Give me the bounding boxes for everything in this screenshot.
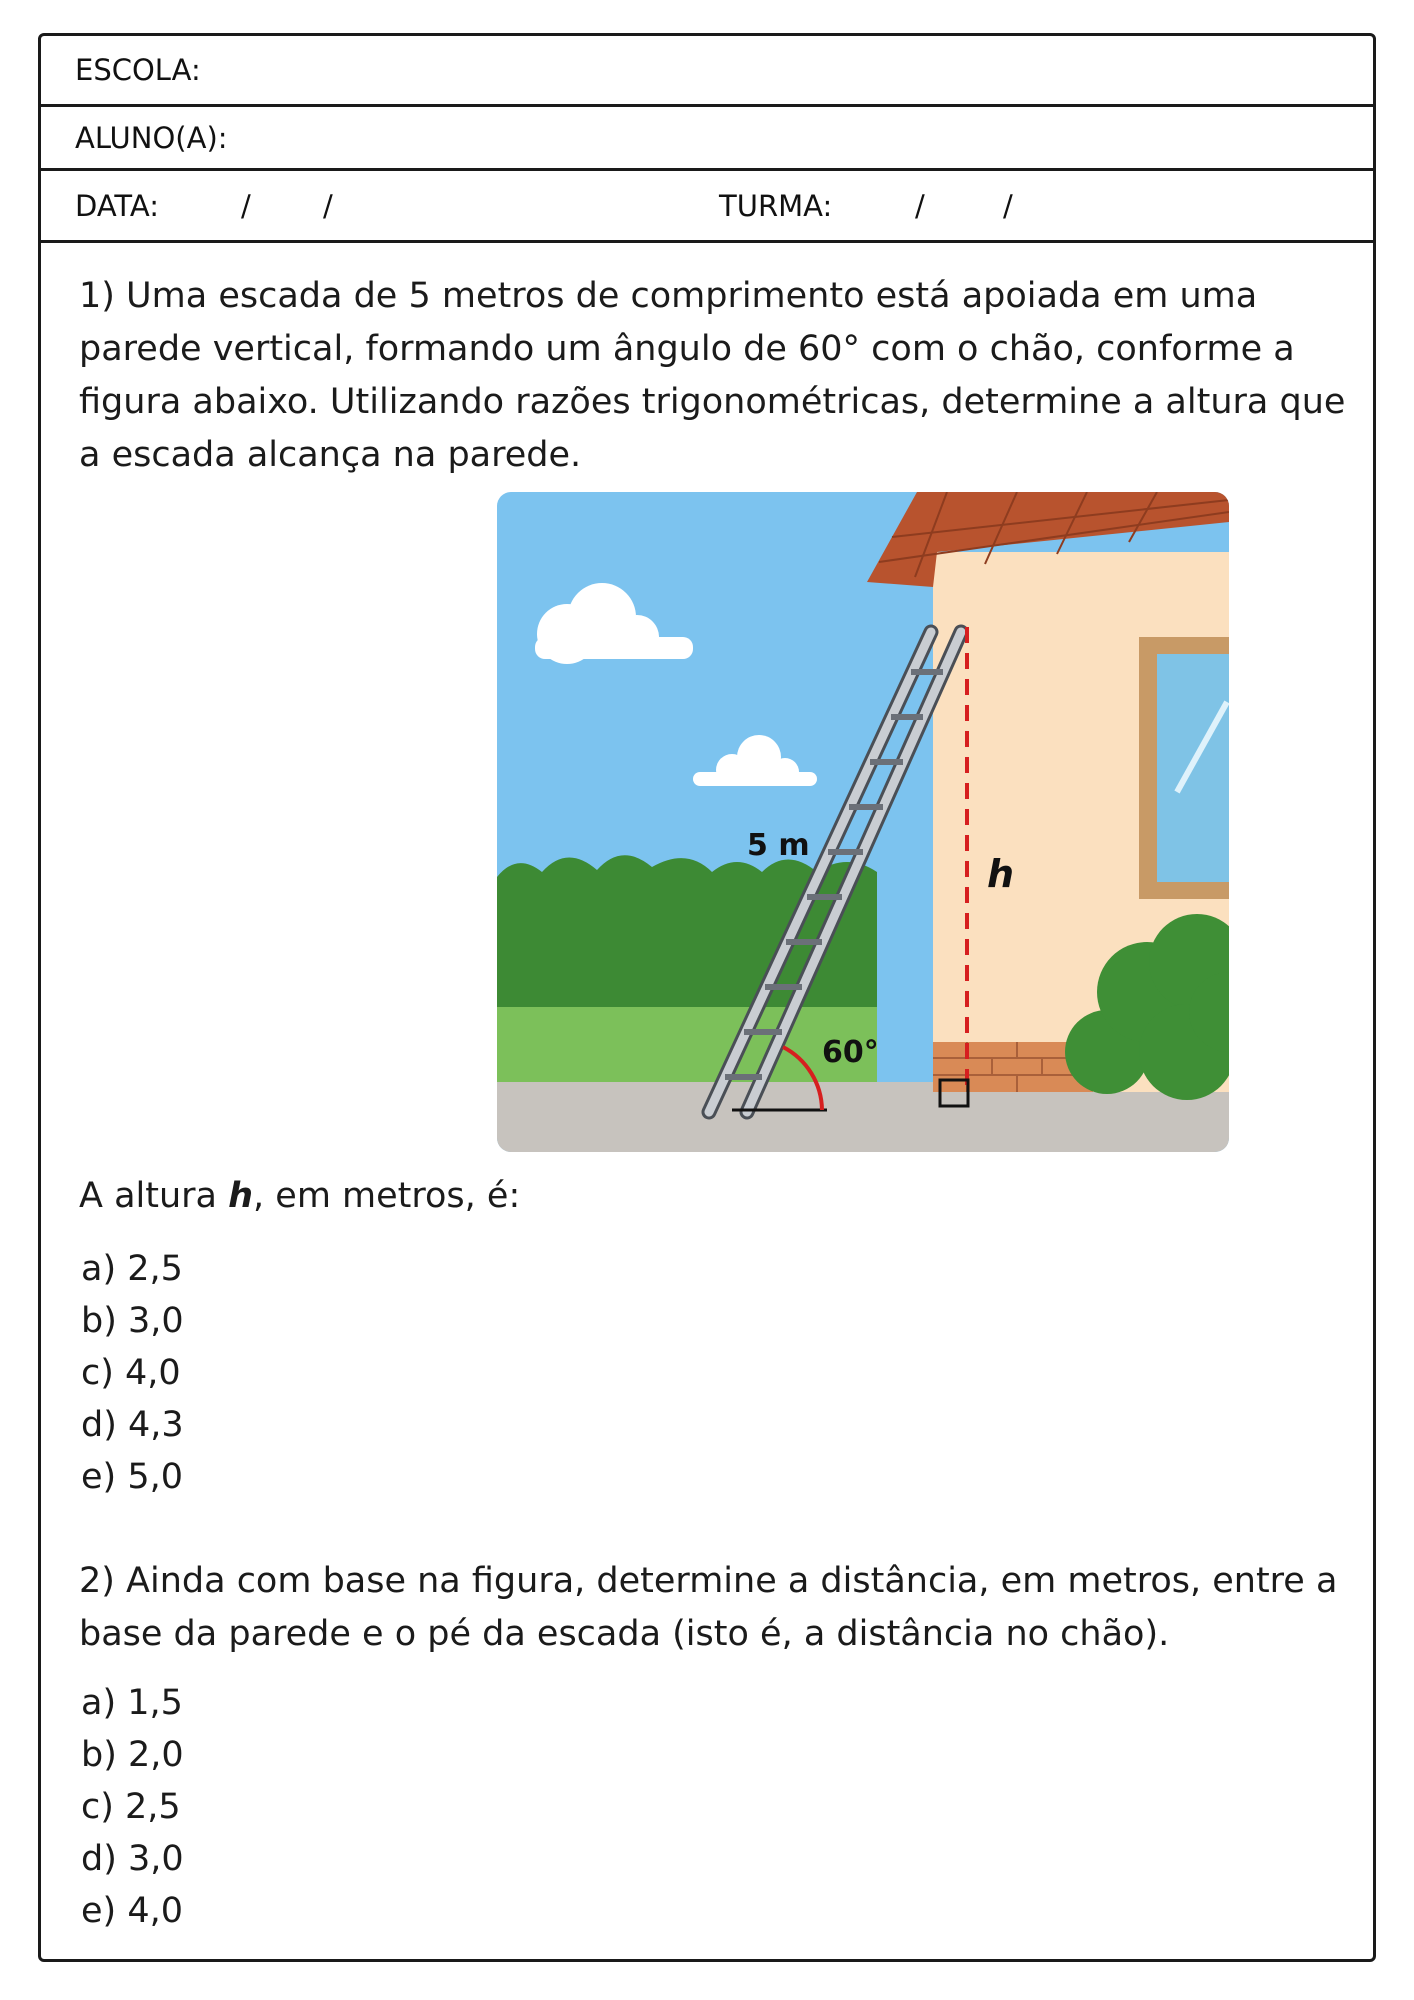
student-label: ALUNO(A):	[75, 120, 228, 155]
school-label: ESCOLA:	[75, 53, 201, 87]
q2-option-a[interactable]: a) 1,5	[81, 1683, 183, 1723]
grass	[497, 1007, 877, 1092]
q1-option-a[interactable]: a) 2,5	[81, 1249, 183, 1289]
question-2-text: 2) Ainda com base na figura, determine a distância, em metros, entre a base da parede e o pé da escada (isto é, a distância no chão).	[79, 1561, 1338, 1654]
date-label: DATA:	[75, 188, 159, 223]
prompt-pre: A altura	[79, 1176, 229, 1216]
worksheet	[38, 33, 1376, 1962]
q2-option-e[interactable]: e) 4,0	[81, 1891, 183, 1931]
ladder-illustration	[497, 492, 1229, 1152]
q2-option-b[interactable]: b) 2,0	[81, 1735, 184, 1775]
q2-option-c[interactable]: c) 2,5	[81, 1787, 181, 1827]
prompt-var: h	[228, 1176, 254, 1216]
q2-option-d[interactable]: d) 3,0	[81, 1839, 184, 1879]
school-row	[41, 36, 1373, 107]
prompt-post: , em metros, é:	[253, 1176, 521, 1216]
q1-option-d[interactable]: d) 4,3	[81, 1405, 184, 1445]
date-slash-2: /	[323, 188, 333, 223]
class-label: TURMA:	[719, 188, 833, 223]
class-slash-2: /	[1003, 188, 1013, 223]
question-1-prompt	[79, 1176, 520, 1216]
ladder-length-label: 5 m	[747, 828, 810, 863]
angle-label: 60°	[822, 1035, 879, 1070]
class-slash-1: /	[915, 188, 925, 223]
date-class-row	[41, 171, 1373, 243]
student-row	[41, 107, 1373, 171]
ladder-figure	[497, 492, 1229, 1152]
date-slash-1: /	[241, 188, 251, 223]
q1-option-c[interactable]: c) 4,0	[81, 1353, 181, 1393]
q1-option-b[interactable]: b) 3,0	[81, 1301, 184, 1341]
ground	[497, 1082, 1229, 1152]
question-1-text: 1) Uma escada de 5 metros de comprimento está apoiada em uma parede vertical, formando um ângulo de 60° com o chão, conforme a figura abaixo. Utilizando razões trigonométricas, determine a altura que a escada alcança na parede.	[79, 276, 1346, 475]
height-label: h	[987, 852, 1015, 896]
q1-option-e[interactable]: e) 5,0	[81, 1457, 183, 1497]
